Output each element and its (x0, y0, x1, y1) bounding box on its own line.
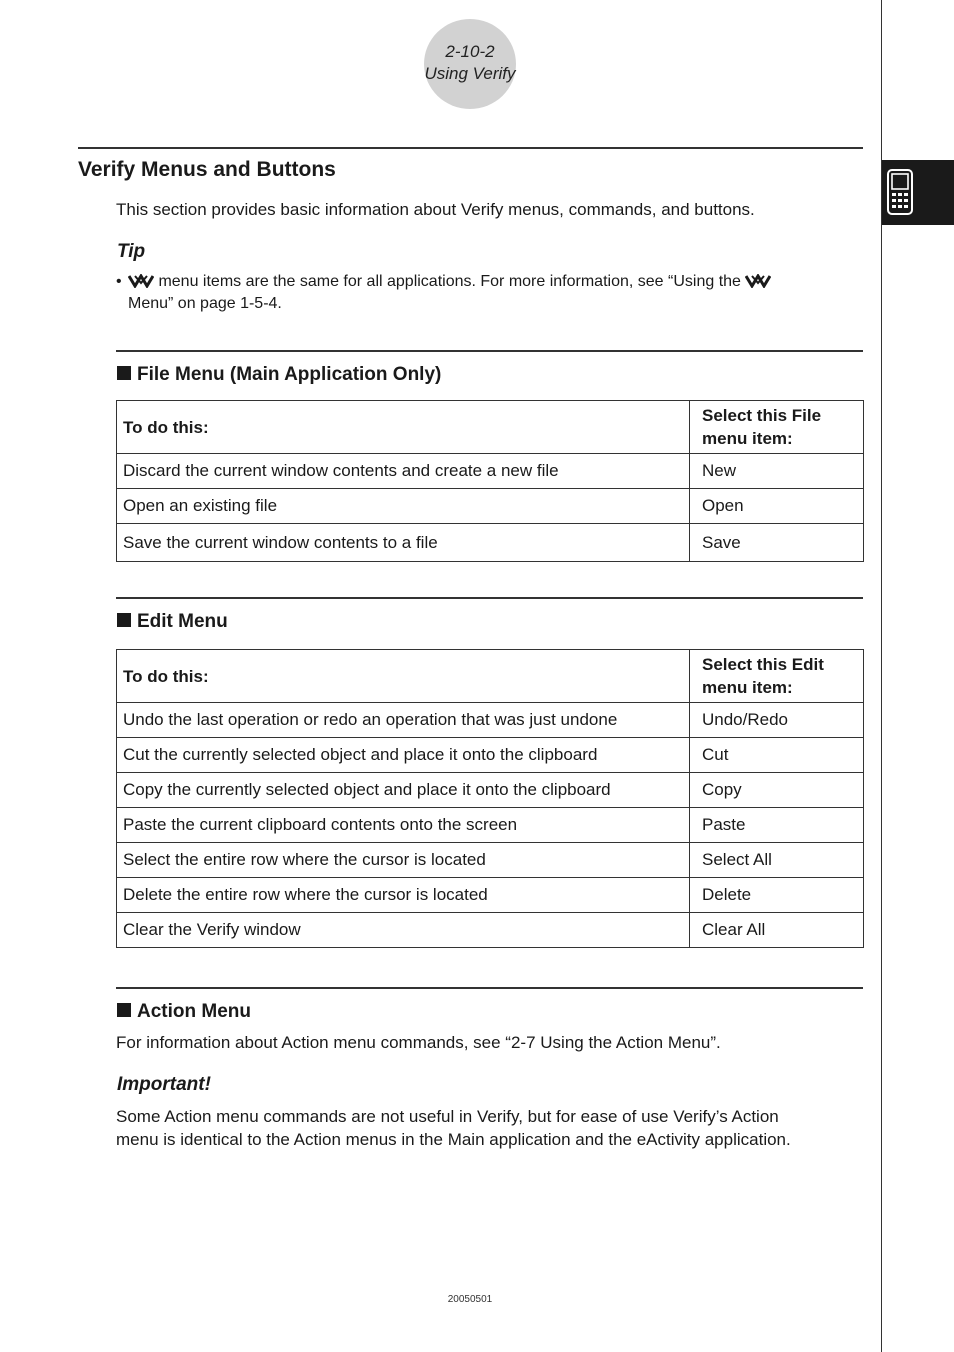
table-row (117, 913, 864, 948)
action-menu-text: For information about Action menu commands, see “2-7 Using the Action Menu”. (116, 1033, 721, 1052)
tip-label: Tip (117, 241, 146, 262)
action-menu-heading (117, 1001, 251, 1023)
action-cell: Discard the current window contents and create a new file (117, 454, 690, 489)
action-cell: Clear the Verify window (117, 913, 690, 948)
menu-chevron-icon (745, 274, 771, 288)
square-bullet-icon (117, 366, 131, 380)
item-cell: Select All (690, 843, 864, 878)
file-menu-rule (116, 350, 863, 352)
col-item-header: Select this File menu item: (690, 401, 864, 454)
action-cell: Delete the entire row where the cursor is located (117, 878, 690, 913)
col-action-header: To do this: (117, 401, 690, 454)
action-menu-rule (116, 987, 863, 989)
calculator-icon (887, 169, 913, 215)
tip-text-before: menu items are the same for all applications. For more information, see “Using the (158, 273, 741, 290)
edit-menu-rule (116, 597, 863, 599)
table-row (117, 454, 864, 489)
bullet-dot: • (116, 273, 122, 290)
action-cell: Save the current window contents to a file (117, 524, 690, 562)
item-cell: New (690, 454, 864, 489)
section-name: Using Verify (424, 64, 516, 83)
edit-menu-table (116, 649, 864, 948)
action-cell: Open an existing file (117, 489, 690, 524)
action-menu-heading-text: Action Menu (137, 1001, 251, 1022)
action-cell: Copy the currently selected object and place it onto the clipboard (117, 773, 690, 808)
item-cell: Paste (690, 808, 864, 843)
table-header-row (117, 650, 864, 703)
table-row (117, 489, 864, 524)
table-row (117, 773, 864, 808)
table-row (117, 843, 864, 878)
item-cell: Undo/Redo (690, 703, 864, 738)
title-rule (78, 147, 863, 149)
item-cell: Cut (690, 738, 864, 773)
action-cell: Cut the currently selected object and place it onto the clipboard (117, 738, 690, 773)
tip-text-after: Menu” on page 1-5-4. (128, 295, 282, 312)
table-row (117, 808, 864, 843)
col-action-header: To do this: (117, 650, 690, 703)
item-cell: Copy (690, 773, 864, 808)
table-header-row (117, 401, 864, 454)
intro-text: This section provides basic information about Verify menus, commands, and buttons. (116, 200, 755, 219)
item-cell: Delete (690, 878, 864, 913)
important-label: Important! (117, 1074, 211, 1095)
file-menu-table (116, 400, 864, 562)
file-menu-heading (117, 364, 441, 386)
file-menu-heading-text: File Menu (Main Application Only) (137, 364, 442, 385)
edit-menu-heading (117, 611, 228, 633)
table-row (117, 703, 864, 738)
page-number: 2-10-2 (445, 42, 495, 61)
table-row (117, 738, 864, 773)
footer-code: 20050501 (447, 1294, 493, 1305)
page-title: Verify Menus and Buttons (78, 158, 336, 181)
col-item-header: Select this Edit menu item: (690, 650, 864, 703)
edit-menu-heading-text: Edit Menu (137, 611, 228, 632)
action-cell: Undo the last operation or redo an operation that was just undone (117, 703, 690, 738)
item-cell: Save (690, 524, 864, 562)
item-cell: Clear All (690, 913, 864, 948)
table-row (117, 878, 864, 913)
item-cell: Open (690, 489, 864, 524)
important-line-2: menu is identical to the Action menus in the Main application and the eActivity application. (116, 1130, 791, 1149)
action-cell: Paste the current clipboard contents onto the screen (117, 808, 690, 843)
table-row (117, 524, 864, 562)
important-line-1: Some Action menu commands are not useful in Verify, but for ease of use Verify’s Action (116, 1107, 779, 1126)
action-cell: Select the entire row where the cursor is located (117, 843, 690, 878)
menu-chevron-icon (128, 274, 154, 288)
square-bullet-icon (117, 1003, 131, 1017)
square-bullet-icon (117, 613, 131, 627)
